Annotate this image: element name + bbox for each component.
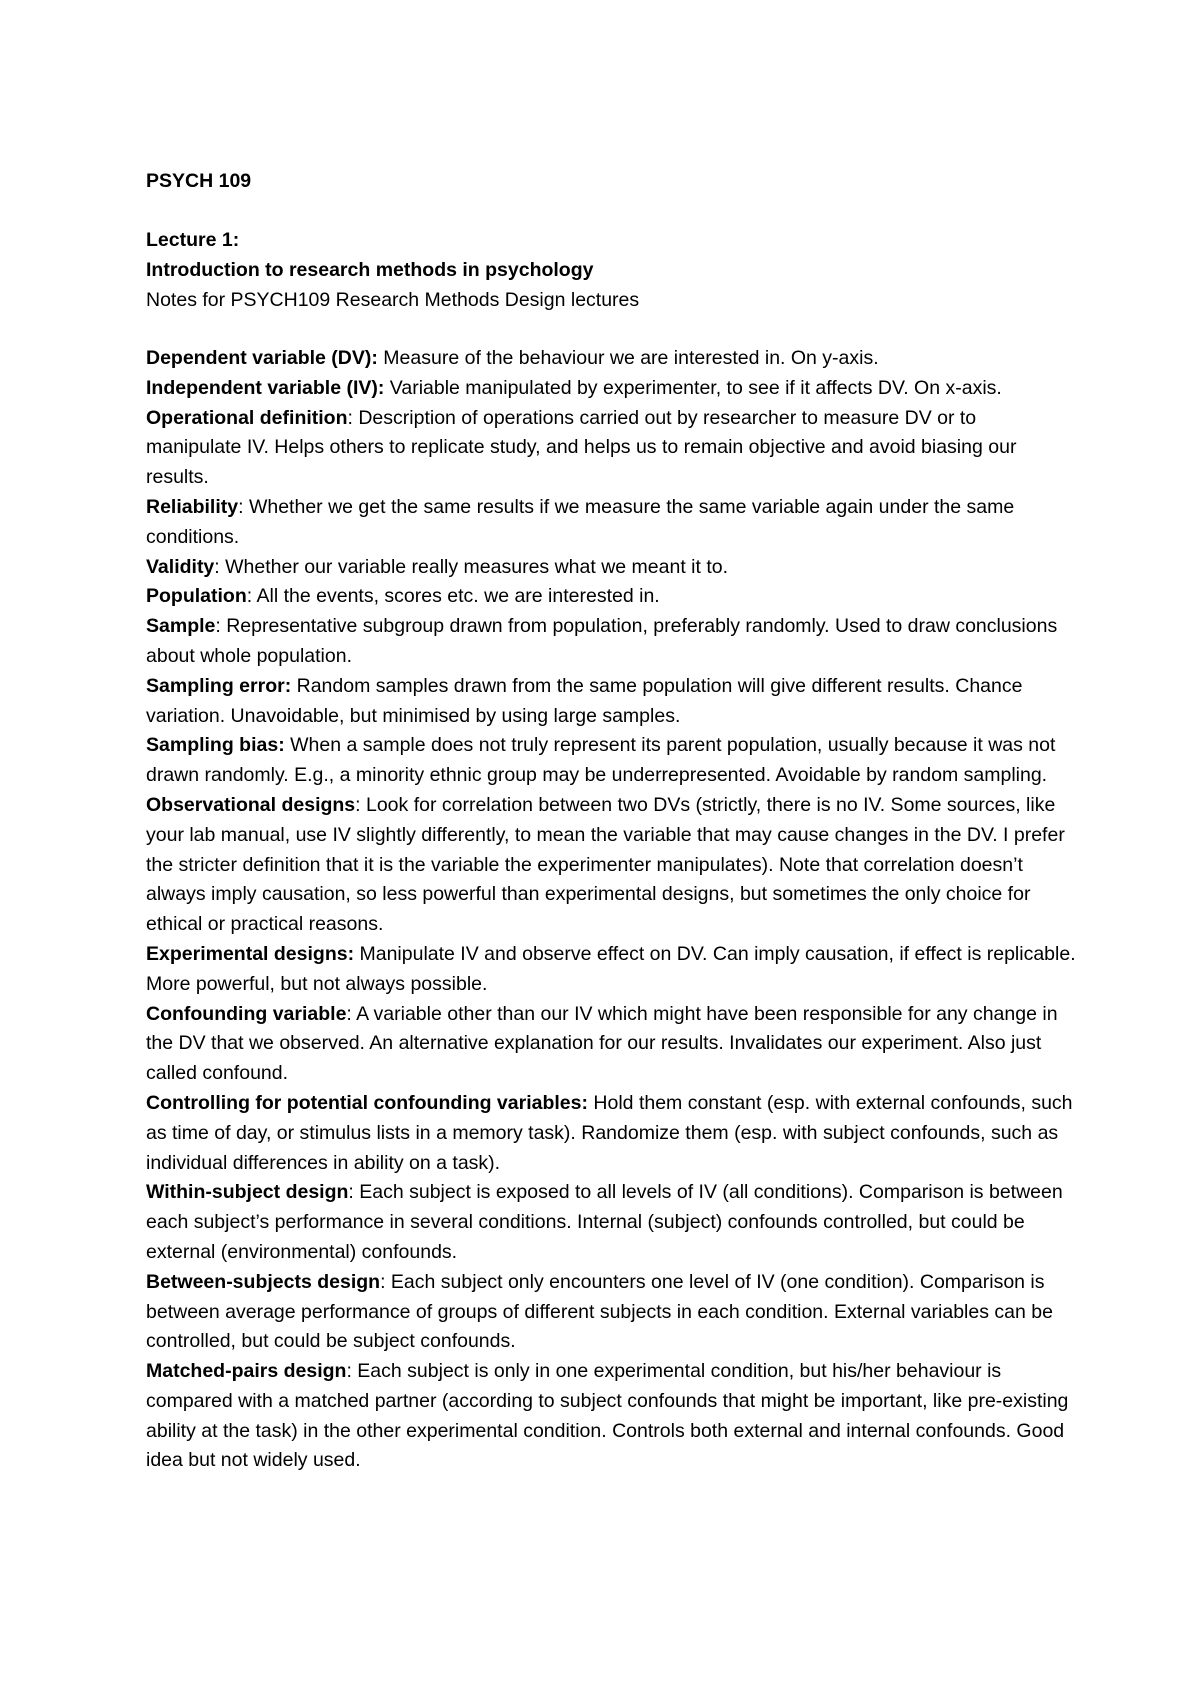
definition-text: Manipulate IV and observe effect on DV. Can imply causation, if effect is replicable. More powerful, but not always possible. <box>146 942 1076 995</box>
definition-term: Sampling bias: <box>146 734 285 757</box>
spacer <box>146 196 1076 225</box>
definition-term: Confounding variable <box>146 1002 347 1025</box>
definition-entry <box>146 1178 1076 1267</box>
definition-entry <box>146 582 1076 612</box>
definition-text: : Whether our variable really measures what we meant it to. <box>214 555 729 578</box>
lecture-number: Lecture 1: <box>146 229 240 251</box>
document-page <box>146 166 1076 1476</box>
definition-term: Between-subjects design <box>146 1270 381 1293</box>
definitions-list <box>146 344 1076 1476</box>
definition-text: : Representative subgroup drawn from population, preferably randomly. Used to draw conclusions about whole population. <box>146 615 1058 667</box>
definition-text: : Description of operations carried out by researcher to measure DV or to manipulate IV. Helps others to replicate study, and helps us to remain objective and avoid biasing our results. <box>146 406 1017 489</box>
definition-entry <box>146 1357 1076 1476</box>
definition-term: Sampling error: <box>146 674 292 697</box>
spacer <box>146 315 1076 344</box>
definition-text: : All the events, scores etc. we are interested in. <box>246 585 660 608</box>
definition-term: Within-subject design <box>146 1181 349 1204</box>
definition-entry <box>146 374 1076 404</box>
definition-term: Reliability <box>146 495 239 518</box>
definition-term: Experimental designs: <box>146 942 355 965</box>
lecture-title: Introduction to research methods in psychology <box>146 259 594 281</box>
definition-text: Random samples drawn from the same population will give different results. Chance variation. Unavoidable, but minimised by using large samples. <box>146 674 1023 727</box>
definition-text: When a sample does not truly represent its parent population, usually because it was not drawn randomly. E.g., a minority ethnic group may be underrepresented. Avoidable by random sampling. <box>146 734 1056 787</box>
definition-term: Observational designs <box>146 793 356 816</box>
definition-entry <box>146 1000 1076 1089</box>
definition-entry <box>146 553 1076 583</box>
definition-entry <box>146 493 1076 553</box>
definition-text: : Each subject is exposed to all levels of IV (all conditions). Comparison is between each subject’s performance in several conditions. Internal (subject) confounds controlled, but could be external (environmental) confounds. <box>146 1181 1063 1263</box>
definition-entry <box>146 404 1076 493</box>
definition-text: : Each subject only encounters one level of IV (one condition). Comparison is between average performance of groups of different subjects in each condition. External variables can be controlled, but could be subject confounds. <box>146 1270 1053 1353</box>
definition-term: Matched-pairs design <box>146 1360 347 1383</box>
definition-text: : Look for correlation between two DVs (strictly, there is no IV. Some sources, like your lab manual, use IV slightly differently, to mean the variable that may cause changes in the DV. I prefer the stricter definition that it is the variable the experimenter manipulates). Note that correlation doesn’t always imply causation, so less powerful than experimental designs, but sometimes the only choice for ethical or practical reasons. <box>146 793 1065 936</box>
definition-term: Population <box>146 585 247 608</box>
definition-text: : Each subject is only in one experimental condition, but his/her behaviour is compared with a matched partner (according to subject confounds that might be important, like pre-existing ability at the task) in the other experimental condition. Controls both external and internal confounds. Good idea but not widely used. <box>146 1360 1069 1472</box>
definition-entry <box>146 344 1076 374</box>
definition-text: Hold them constant (esp. with external confounds, such as time of day, or stimulus lists in a memory task). Randomize them (esp. with subject confounds, such as individual differences in ability on a task). <box>146 1091 1073 1174</box>
definition-entry <box>146 1089 1076 1178</box>
course-code: PSYCH 109 <box>146 170 252 192</box>
definition-text: Variable manipulated by experimenter, to see if it affects DV. On x-axis. <box>384 376 1002 399</box>
definition-term: Independent variable (IV): <box>146 376 385 399</box>
definition-term: Validity <box>146 555 215 578</box>
definition-entry <box>146 1268 1076 1357</box>
lecture-subtitle: Notes for PSYCH109 Research Methods Design lectures <box>146 289 640 311</box>
definition-entry <box>146 612 1076 672</box>
definition-text: : Whether we get the same results if we measure the same variable again under the same conditions. <box>146 495 1015 548</box>
definition-text: : A variable other than our IV which might have been responsible for any change in the DV that we observed. An alternative explanation for our results. Invalidates our experiment. Also just called confound. <box>146 1002 1058 1085</box>
definition-term: Sample <box>146 615 216 638</box>
definition-entry <box>146 731 1076 791</box>
definition-entry <box>146 791 1076 940</box>
definition-text: Measure of the behaviour we are interested in. On y-axis. <box>377 347 879 369</box>
definition-term: Dependent variable (DV): <box>146 347 378 369</box>
definition-entry <box>146 940 1076 1000</box>
definition-term: Controlling for potential confounding variables: <box>146 1091 588 1114</box>
definition-term: Operational definition <box>146 406 348 429</box>
definition-entry <box>146 672 1076 732</box>
